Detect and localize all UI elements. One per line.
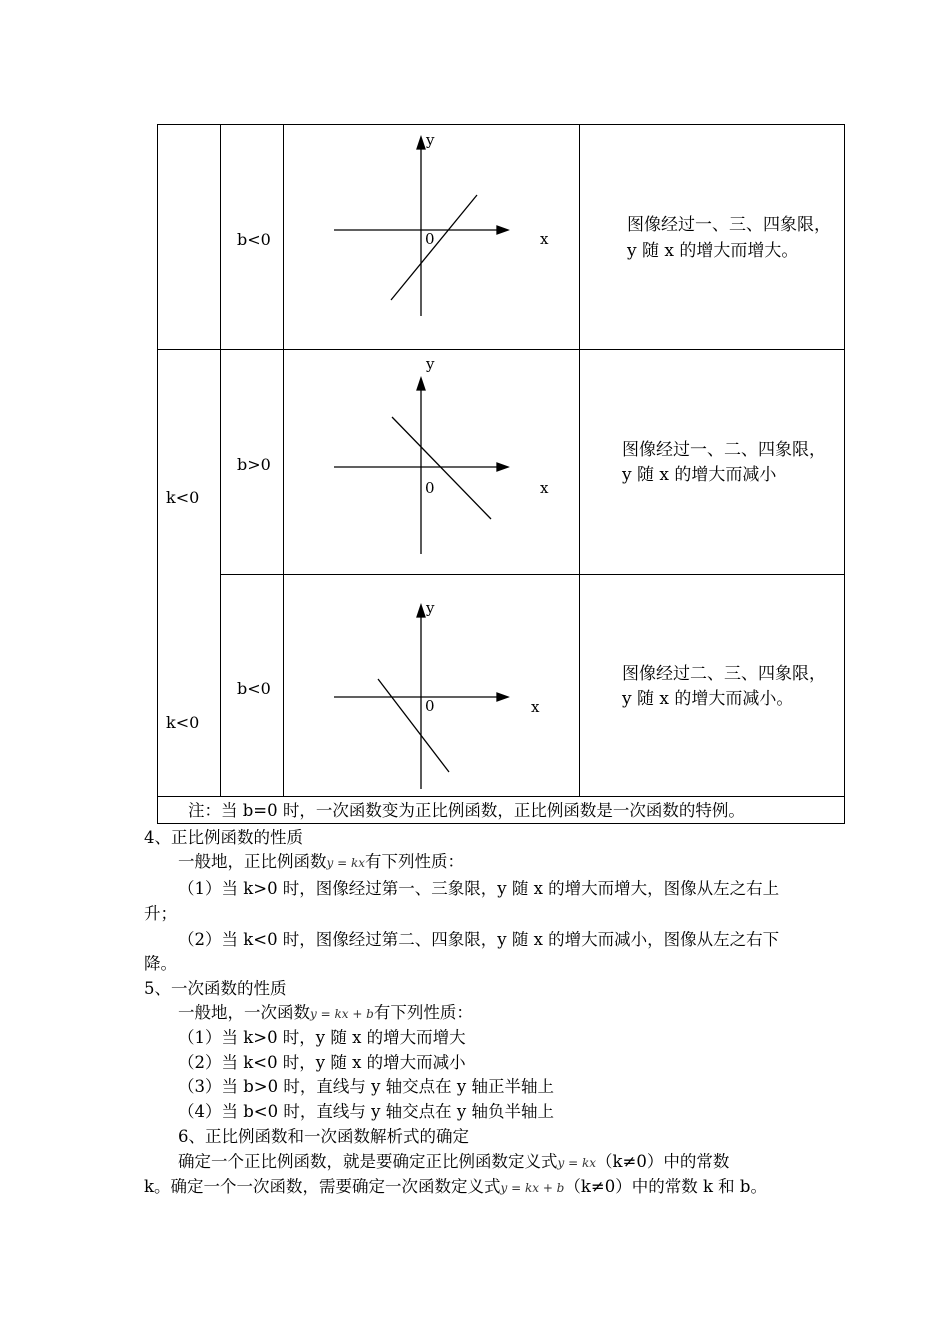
y-axis-label: y (426, 131, 435, 149)
section-4-item-1-line-1: （1）当 k>0 时，图像经过第一、三象限，y 随 x 的增大而增大，图像从左之右上 (178, 879, 780, 898)
description-line-2: y 随 x 的增大而减小。 (622, 689, 794, 709)
description-line-1: 图像经过二、三、四象限， (622, 664, 826, 684)
y-axis-arrow (417, 137, 425, 149)
formula-direct-proportion: y = kx (557, 1156, 597, 1170)
section-5-item-2: （2）当 k<0 时，y 随 x 的增大而减小 (178, 1053, 466, 1072)
section-6-line-1: 确定一个正比例函数，就是要确定正比例函数定义式y = kx（k≠0）中的常数 (178, 1152, 730, 1171)
b-condition-label: b<0 (237, 679, 271, 698)
x-axis-arrow (497, 226, 508, 234)
section-5-heading: 5、一次函数的性质 (144, 979, 287, 998)
description-line-1: 图像经过一、三、四象限， (627, 215, 831, 235)
x-axis-label: x (540, 479, 549, 497)
formula-direct-proportion: y = kx (326, 856, 366, 870)
section-5-item-4: （4）当 b<0 时，直线与 y 轴交点在 y 轴负半轴上 (178, 1102, 554, 1121)
section-4-item-2-line-1: （2）当 k<0 时，图像经过第二、四象限，y 随 x 的增大而减小，图像从左之右下 (178, 930, 780, 949)
description-line-2: y 随 x 的增大而增大。 (627, 241, 799, 261)
y-axis-arrow (417, 605, 425, 617)
formula-linear-function: y = kx + b (310, 1007, 374, 1021)
graph-k-negative-b-positive (284, 350, 579, 574)
origin-label: 0 (425, 230, 435, 248)
x-axis-label: x (540, 230, 549, 248)
y-axis-label: y (426, 355, 435, 373)
y-axis-label: y (426, 599, 435, 617)
formula-linear-function: y = kx + b (500, 1181, 565, 1195)
b-condition-label: b<0 (237, 230, 271, 249)
table-note: 注：当 b=0 时，一次函数变为正比例函数，正比例函数是一次函数的特例。 (188, 801, 745, 820)
section-4-heading: 4、正比例函数的性质 (144, 828, 303, 847)
y-axis-arrow (417, 378, 425, 390)
x-axis-label: x (531, 698, 540, 716)
origin-label: 0 (425, 697, 435, 715)
section-4-item-2-line-2: 降。 (144, 954, 177, 973)
function-line (392, 417, 491, 519)
x-axis-arrow (497, 693, 508, 701)
section-5-item-3: （3）当 b>0 时，直线与 y 轴交点在 y 轴正半轴上 (178, 1077, 554, 1096)
k-condition-label: k<0 (166, 488, 200, 507)
function-line (378, 679, 449, 772)
k-condition-label: k<0 (166, 713, 200, 732)
x-axis-arrow (497, 463, 508, 471)
b-condition-label: b>0 (237, 455, 271, 474)
section-6-heading: 6、正比例函数和一次函数解析式的确定 (178, 1127, 469, 1146)
section-4-intro: 一般地，正比例函数y = kx有下列性质： (178, 852, 465, 871)
description-line-2: y 随 x 的增大而减小 (622, 465, 777, 485)
section-5-item-1: （1）当 k>0 时，y 随 x 的增大而增大 (178, 1028, 466, 1047)
section-4-item-1-line-2: 升； (144, 904, 177, 923)
description-line-1: 图像经过一、二、四象限， (622, 440, 826, 460)
section-5-intro: 一般地，一次函数y = kx + b有下列性质： (178, 1003, 473, 1022)
origin-label: 0 (425, 479, 435, 497)
section-6-line-2: k。确定一个一次函数，需要确定一次函数定义式y = kx + b（k≠0）中的常数 k 和 b。 (144, 1177, 767, 1196)
